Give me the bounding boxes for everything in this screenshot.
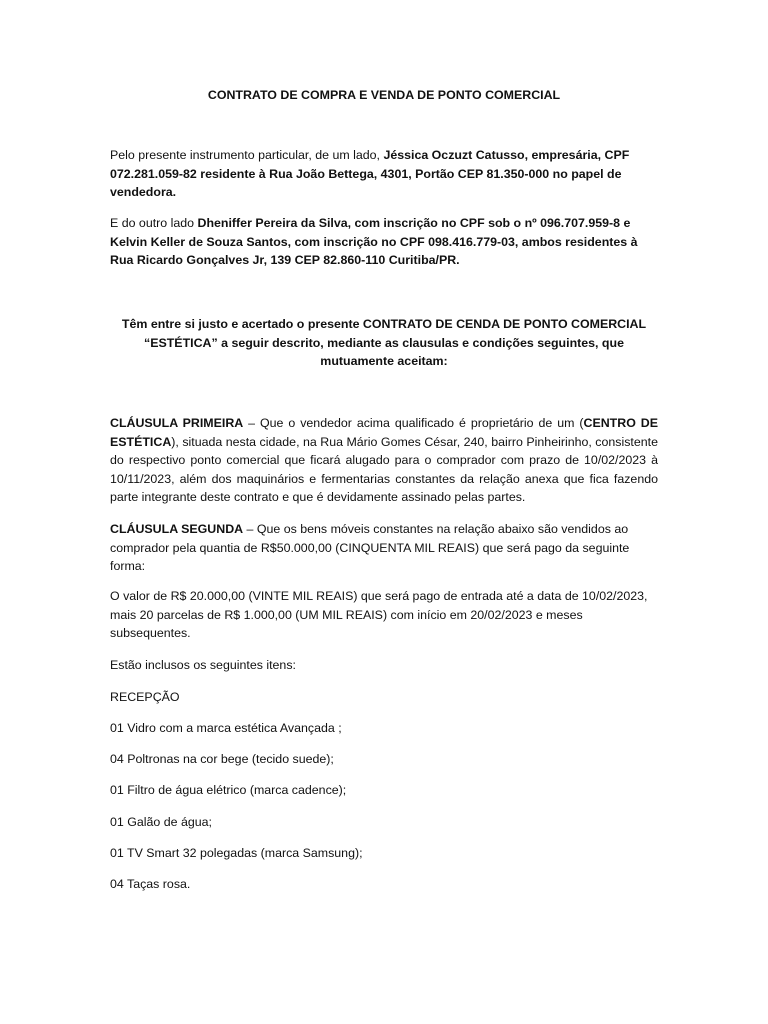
items-intro: Estão inclusos os seguintes itens:: [110, 658, 296, 672]
clause-first-text-b: ), situada nesta cidade, na Rua Mário Gomes César, 240, bairro Pinheirinho, consistente do respectivo ponto comercial que ficará alugado para o comprador com prazo de 10/02/2023 à 10/11/2023, além dos maquinários e fermentarias constantes da relação anexa que fica fazendo parte integrante deste contrato e que é devidamente assinado pelas partes.: [110, 434, 658, 505]
payment-terms: O valor de R$ 20.000,00 (VINTE MIL REAIS) que será pago de entrada até a data de 10/02/2023, mais 20 parcelas de R$ 1.000,00 (UM MIL REAIS) com início em 20/02/2023 e meses subsequentes.: [110, 589, 648, 641]
agreement-statement: Têm entre si justo e acertado o presente CONTRATO DE CENDA DE PONTO COMERCIAL “ESTÉTICA” a seguir descrito, mediante as clausulas e condições seguintes, que mutuamente aceitam:: [121, 317, 647, 369]
clause-second: [110, 520, 658, 576]
list-item: 01 Filtro de água elétrico (marca cadence);: [110, 783, 347, 797]
parties-buyer-paragraph: [110, 214, 658, 270]
list-item: 01 Galão de água;: [110, 815, 212, 829]
list-item: 04 Poltronas na cor bege (tecido suede);: [110, 752, 334, 766]
clause-first: [110, 414, 658, 507]
list-item: 01 TV Smart 32 polegadas (marca Samsung);: [110, 846, 363, 860]
clause-first-bold: CENTRO DE ESTÉTICA: [110, 416, 658, 449]
parties-seller-paragraph: [110, 146, 658, 202]
section-heading-reception: RECEPÇÃO: [110, 690, 180, 704]
clause-second-label: CLÁUSULA SEGUNDA: [110, 522, 244, 536]
seller-details: Jéssica Oczuzt Catusso, empresária, CPF 072.281.059-82 residente à Rua João Bettega, 4301, Portão CEP 81.350-000 no papel de vendedora.: [110, 148, 630, 200]
clause-first-label: CLÁUSULA PRIMEIRA: [110, 416, 244, 430]
page-title: CONTRATO DE COMPRA E VENDA DE PONTO COMERCIAL: [207, 88, 561, 102]
buyer-intro-text: E do outro lado: [110, 216, 198, 230]
seller-intro-text: Pelo presente instrumento particular, de um lado,: [110, 148, 384, 162]
list-item: 04 Taças rosa.: [110, 877, 191, 891]
list-item: 01 Vidro com a marca estética Avançada ;: [110, 721, 342, 735]
clause-first-text-a: – Que o vendedor acima qualificado é proprietário de um (: [243, 416, 584, 430]
clause-second-text: – Que os bens móveis constantes na relação abaixo são vendidos ao comprador pela quantia de R$50.000,00 (CINQUENTA MIL REAIS) que será pago da seguinte forma:: [110, 522, 630, 574]
buyer-details: Dheniffer Pereira da Silva, com inscrição no CPF sob o nº 096.707.959-8 e Kelvin Keller de Souza Santos, com inscrição no CPF 098.416.779-03, ambos residentes à Rua Ricardo Gonçalves Jr, 139 CEP 82.860-110 Curitiba/PR.: [110, 216, 638, 268]
